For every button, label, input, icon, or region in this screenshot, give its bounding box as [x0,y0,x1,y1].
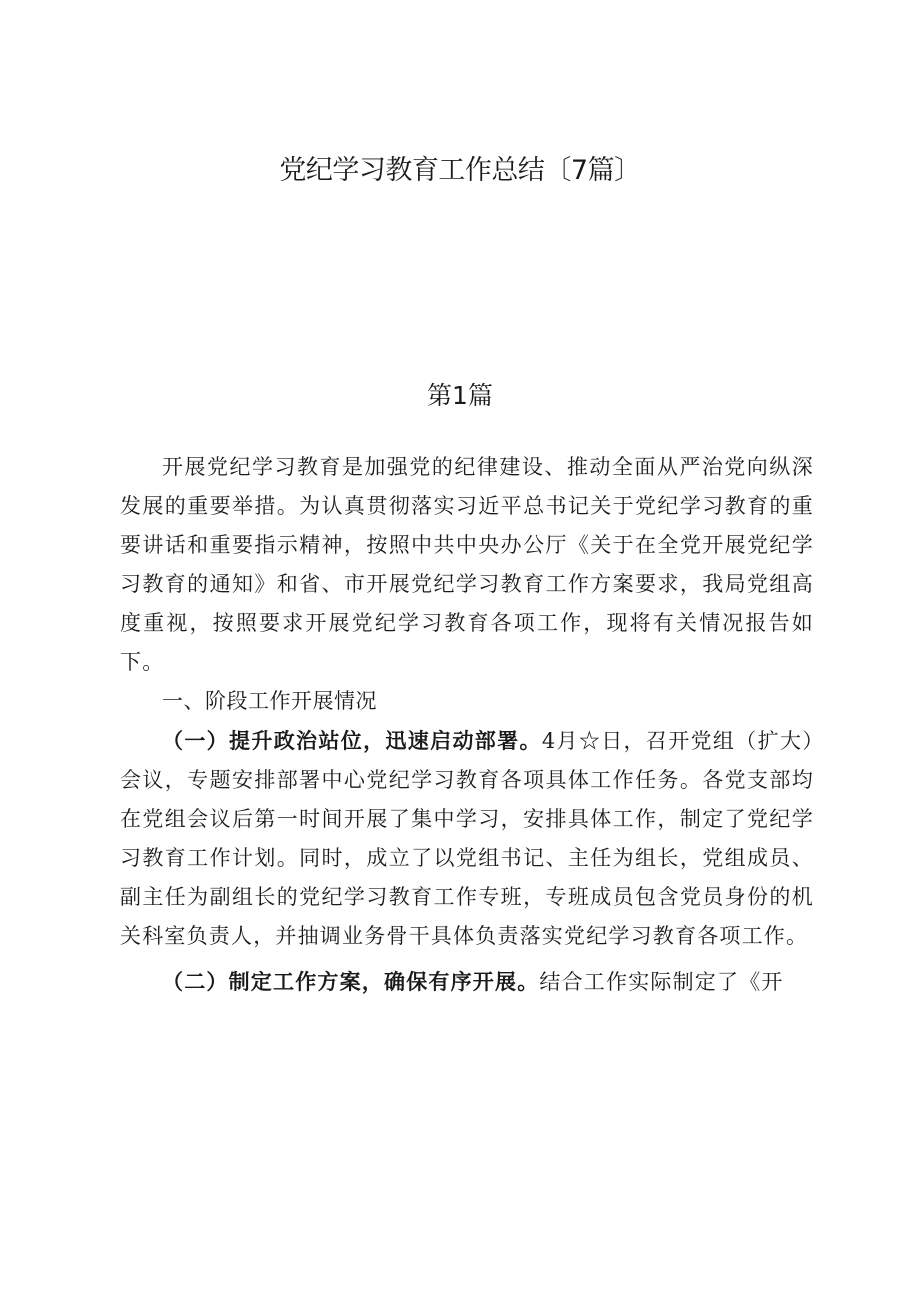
item1-text: 4月☆日，召开党组（扩大）会议，专题安排部署中心党纪学习教育各项具体工作任务。各党支部均在党组会议后第一时间开展了集中学习，安排具体工作，制定了党纪学习教育工作计划。同时，成立了以党组书记、主任为组长，党组成员、副主任为副组长的党纪学习教育工作专班，专班成员包含党员身份的机关科室负责人，并抽调业务骨干具体负责落实党纪学习教育各项工作。 [120,729,814,948]
heading-level1: 一、阶段工作开展情况 [162,689,377,713]
item2-lead: （二）制定工作方案，确保有序开展。 [162,969,540,994]
intro-paragraph: 开展党纪学习教育是加强党的纪律建设、推动全面从严治党向纵深发展的重要举措。为认真贯彻落实习近平总书记关于党纪学习教育的重要讲话和重要指示精神，按照中共中央办公厅《关于在全党开展党纪学习教育的通知》和省、市开展党纪学习教育工作方案要求，我局党组高度重视，按照要求开展党纪学习教育各项工作，现将有关情况报告如下。 [120,455,814,674]
item1-paragraph [120,721,814,956]
document-body [120,448,814,1002]
item1-lead: （一）提升政治站位，迅速启动部署。 [162,728,542,753]
document-title: 党纪学习教育工作总结〔7篇〕 [279,155,641,186]
section-title: 第1篇 [427,381,493,410]
item2-paragraph [120,962,814,1002]
item2-text: 结合工作实际制定了《开 [539,970,784,994]
